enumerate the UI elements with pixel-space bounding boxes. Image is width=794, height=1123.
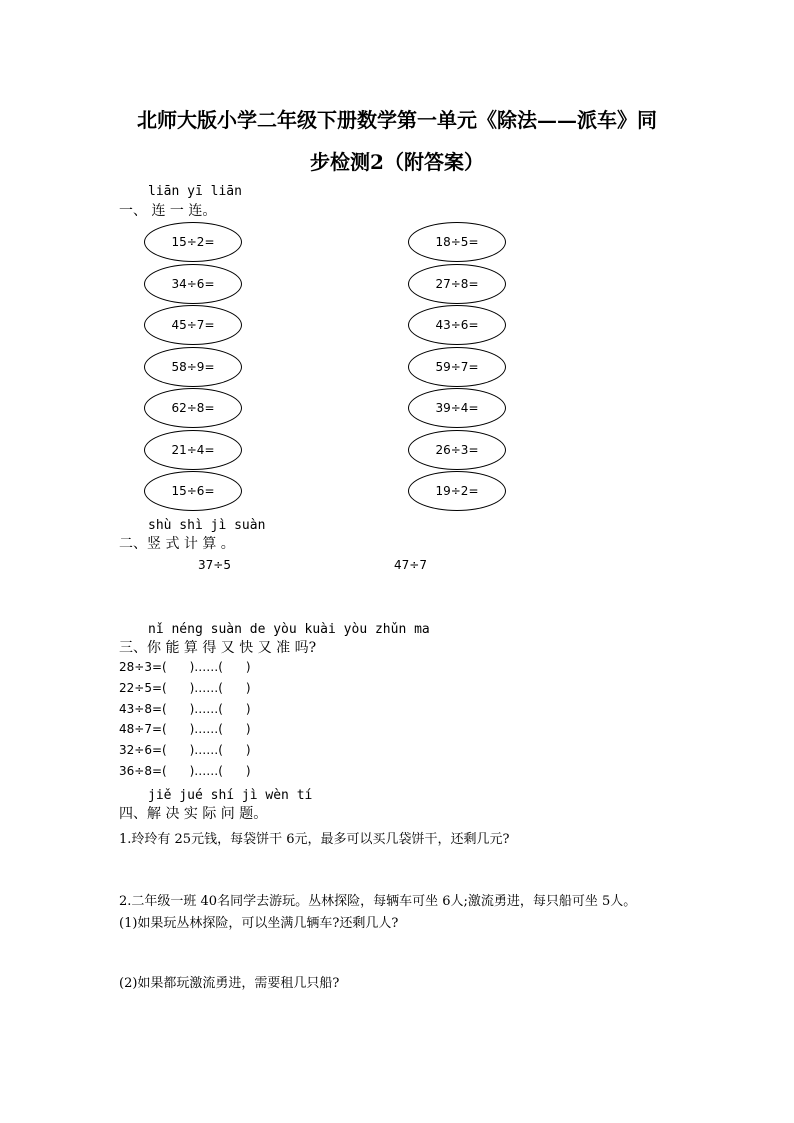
section3-heading: 三、你 能 算 得 又 快 又 准 吗? [119,640,317,656]
division-line: 22÷5=( )……( ) [119,680,251,695]
expression-oval: 15÷2= [144,222,242,262]
section3-pinyin: nǐ néng suàn de yòu kuài yòu zhǔn ma [148,622,430,637]
expression-oval: 59÷7= [408,347,506,387]
problem-2-part-1: (1)如果玩丛林探险，可以坐满几辆车?还剩几人? [119,916,399,931]
expression-oval: 62÷8= [144,388,242,428]
expression-oval: 39÷4= [408,388,506,428]
section2-pinyin: shù shì jì suàn [148,518,266,533]
section2-heading: 二、竖 式 计 算 。 [119,536,235,552]
expression-oval: 21÷4= [144,430,242,470]
section4-heading: 四、解 决 实 际 问 题。 [119,806,268,822]
division-line: 28÷3=( )……( ) [119,660,251,674]
expression-oval: 26÷3= [408,430,506,470]
problem-1: 1.玲玲有 25元钱，每袋饼干 6元，最多可以买几袋饼干，还剩几元? [119,832,510,847]
vertical-calc-item-1: 37÷5 [198,558,231,572]
page-title-line2: 步检测2（附答案） [310,150,484,174]
page-title-line1: 北师大版小学二年级下册数学第一单元《除法——派车》同 [137,108,657,132]
expression-oval: 15÷6= [144,471,242,511]
section4-pinyin: jiě jué shí jì wèn tí [148,788,313,803]
expression-oval: 18÷5= [408,222,506,262]
expression-oval: 45÷7= [144,305,242,345]
expression-oval: 27÷8= [408,264,506,304]
expression-oval: 19÷2= [408,471,506,511]
vertical-calc-item-2: 47÷7 [394,558,427,572]
expression-oval: 58÷9= [144,347,242,387]
division-line: 43÷8=( )……( ) [119,701,251,716]
division-line: 36÷8=( )……( ) [119,764,251,778]
division-line: 32÷6=( )……( ) [119,743,251,758]
section1-pinyin: liān yī liān [148,184,242,199]
section1-heading: 一、 连 一 连。 [119,203,217,219]
division-line: 48÷7=( )……( ) [119,722,251,737]
problem-2: 2.二年级一班 40名同学去游玩。丛林探险，每辆车可坐 6人;激流勇进，每只船可坐 5人。 [119,894,637,909]
problem-2-part-2: (2)如果都玩激流勇进，需要租几只船? [119,976,340,991]
expression-oval: 43÷6= [408,305,506,345]
expression-oval: 34÷6= [144,264,242,304]
